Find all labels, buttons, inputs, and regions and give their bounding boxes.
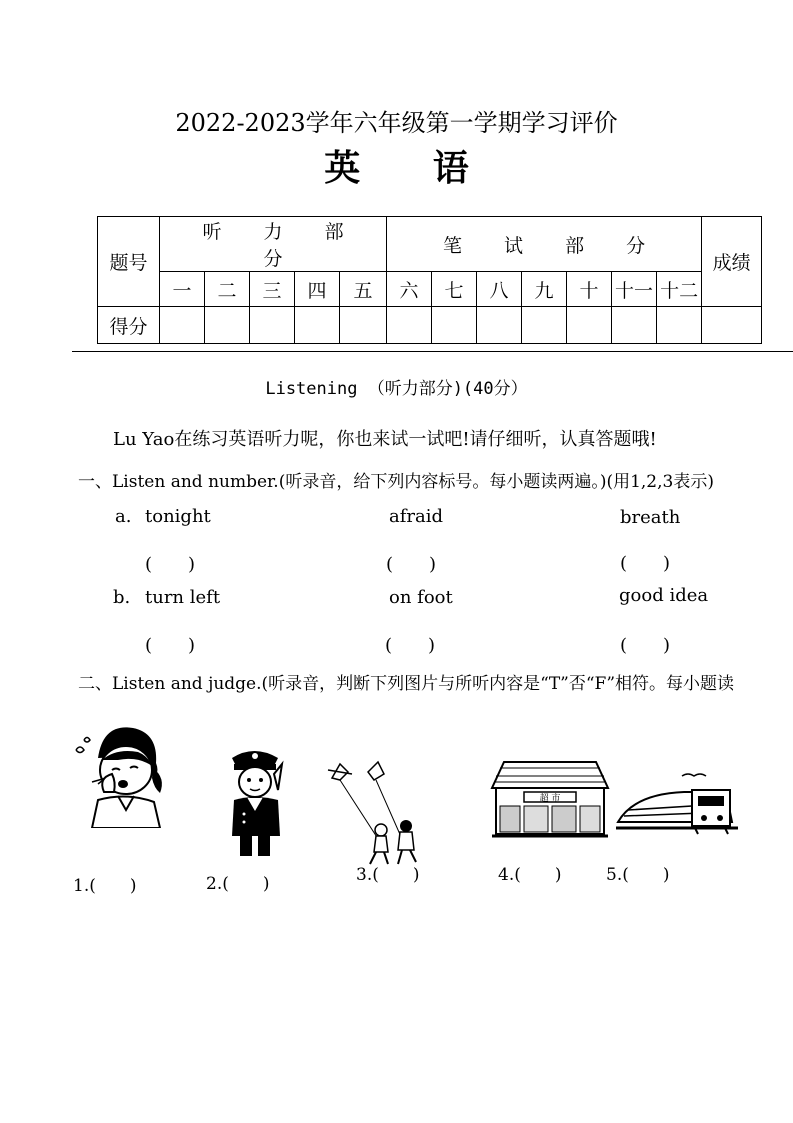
word-tonight: tonight <box>145 506 211 527</box>
column-header: 二 <box>205 272 250 307</box>
row-label-score: 得分 <box>98 307 160 344</box>
score-table <box>97 216 762 344</box>
column-header: 三 <box>250 272 295 307</box>
row-label-number: 题号 <box>98 217 160 307</box>
total-score-cell[interactable] <box>702 307 762 344</box>
column-header: 四 <box>295 272 340 307</box>
answer-blank[interactable]: ( ) <box>386 554 437 575</box>
group-writing: 笔 试 部 分 <box>387 217 702 272</box>
picture-crying-girl <box>68 718 168 828</box>
divider <box>72 351 793 352</box>
score-cell[interactable] <box>387 307 432 344</box>
item-4-blank[interactable]: 4.( ) <box>498 865 562 885</box>
answer-blank[interactable]: ( ) <box>620 635 671 656</box>
item-5-blank[interactable]: 5.( ) <box>606 865 670 885</box>
score-cell[interactable] <box>567 307 612 344</box>
word-good-idea: good idea <box>619 585 709 606</box>
answer-blank[interactable]: ( ) <box>145 635 196 656</box>
word-turn-left: turn left <box>145 587 221 608</box>
group-listening: 听 力 部 分 <box>160 217 387 272</box>
score-cell[interactable] <box>340 307 387 344</box>
picture-train <box>614 772 740 838</box>
listening-heading: Listening （听力部分)(40分） <box>265 379 528 399</box>
score-cell[interactable] <box>205 307 250 344</box>
column-header: 九 <box>522 272 567 307</box>
listening-intro: Lu Yao在练习英语听力呢，你也来试一试吧!请仔细听，认真答题哦! <box>113 429 657 450</box>
column-header: 五 <box>340 272 387 307</box>
section2-instruction: 二、Listen and judge.(听录音，判断下列图片与所听内容是“T”否“F”相符。每小题读 <box>78 674 735 694</box>
column-header: 十一 <box>612 272 657 307</box>
supermarket-sign: 超 市 <box>539 794 561 804</box>
picture-police-officer <box>222 744 286 858</box>
column-header: 七 <box>432 272 477 307</box>
score-cell[interactable] <box>612 307 657 344</box>
answer-blank[interactable]: ( ) <box>620 553 671 574</box>
word-on-foot: on foot <box>389 587 453 608</box>
item-2-blank[interactable]: 2.( ) <box>206 874 270 894</box>
section1-instruction: 一、Listen and number.(听录音，给下列内容标号。每小题读两遍。)(用1,2,3表示) <box>78 472 714 492</box>
column-header: 八 <box>477 272 522 307</box>
score-cell[interactable] <box>250 307 295 344</box>
score-cell[interactable] <box>522 307 567 344</box>
picture-supermarket <box>490 758 610 840</box>
word-breath: breath <box>620 507 681 528</box>
word-afraid: afraid <box>389 506 444 527</box>
exam-subject: 英 语 <box>324 147 499 189</box>
score-cell[interactable] <box>295 307 340 344</box>
score-cell[interactable] <box>657 307 702 344</box>
score-cell[interactable] <box>432 307 477 344</box>
answer-blank[interactable]: ( ) <box>145 554 196 575</box>
column-header: 六 <box>387 272 432 307</box>
item-3-blank[interactable]: 3.( ) <box>356 865 420 885</box>
picture-kids-flying-kites <box>326 760 426 870</box>
column-header: 一 <box>160 272 205 307</box>
total-label: 成绩 <box>702 217 762 307</box>
column-header: 十二 <box>657 272 702 307</box>
score-cell[interactable] <box>477 307 522 344</box>
item-1-blank[interactable]: 1.( ) <box>73 876 137 896</box>
exam-title: 2022-2023学年六年级第一学期学习评价 <box>175 109 618 137</box>
answer-blank[interactable]: ( ) <box>385 635 436 656</box>
column-header: 十 <box>567 272 612 307</box>
score-cell[interactable] <box>160 307 205 344</box>
row-a-label: a. <box>115 506 132 527</box>
row-b-label: b. <box>113 587 131 608</box>
